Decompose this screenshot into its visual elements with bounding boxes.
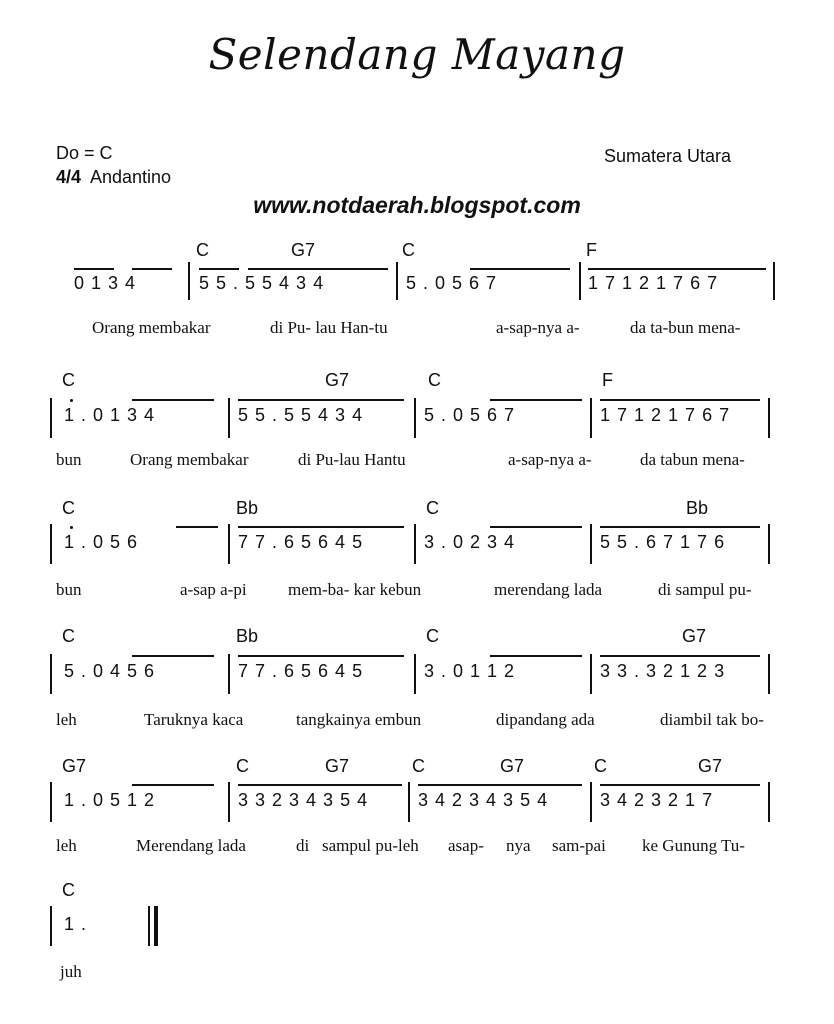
bar-line [50,398,52,438]
lyric-text: diambil tak bo- [660,710,764,729]
octave-dot [70,526,73,529]
chord-symbol: Bb [236,626,259,646]
measure-notes: 3 . 0 2 3 4 [424,532,516,552]
chord-symbol: G7 [682,626,707,646]
bar-line [396,262,398,300]
lyric-text: di sampul pu- [658,580,752,599]
measure-notes: 3 3 . 3 2 1 2 3 [600,661,726,681]
beam-line [132,399,214,401]
beam-line [238,526,404,528]
lyric-text: asap- [448,836,484,855]
bar-line [590,654,592,694]
chord-symbol: G7 [325,756,350,776]
bar-line [768,398,770,438]
bar-line [768,782,770,822]
measure-notes: 5 5 . 5 5 4 3 4 [199,273,325,293]
measure-notes: 1 . [64,914,88,934]
measure-notes: 5 5 . 6 7 1 7 6 [600,532,726,552]
beam-line [600,526,760,528]
lyric-text: bun [56,580,82,599]
lyric-text: Orang membakar [130,450,249,469]
lyric-text: di Pu-lau Hantu [298,450,406,469]
lyric-text: sam-pai [552,836,606,855]
chord-symbol: C [594,756,607,776]
beam-line [470,268,570,270]
measure-notes: 0 1 3 4 [74,273,137,293]
beam-line [588,268,766,270]
bar-line [228,654,230,694]
bar-line [414,524,416,564]
chord-symbol: Bb [686,498,709,518]
chord-symbol: F [602,370,613,390]
bar-line [768,654,770,694]
tempo-marking: Andantino [90,167,172,187]
lyric-text: Merendang lada [136,836,246,855]
chord-symbol: C [62,880,75,900]
lyric-text: mem-ba- kar kebun [288,580,422,599]
chord-symbol: C [236,756,249,776]
chord-symbol: C [62,370,75,390]
octave-dot [70,399,73,402]
beam-line [490,399,582,401]
lyric-text: nya [506,836,531,855]
lyric-text: di Pu- lau Han-tu [270,318,388,337]
lyric-text: bun [56,450,82,469]
lyric-text: leh [56,836,77,855]
measure-notes: 5 . 0 5 6 7 [424,405,516,425]
chord-symbol: C [62,498,75,518]
bar-line [414,654,416,694]
song-title: Selendang Mayang [208,30,626,79]
chord-symbol: C [426,498,439,518]
lyric-text: di [296,836,310,855]
lyric-text: juh [60,962,82,981]
lyric-text: leh [56,710,77,729]
chord-symbol: C [196,240,209,260]
chord-symbol: Bb [236,498,259,518]
measure-notes: 1 . 0 1 3 4 [64,405,156,425]
bar-line [579,262,581,300]
bar-line [50,906,52,946]
chord-symbol: G7 [62,756,87,776]
lyric-text: Orang membakar [92,318,211,337]
bar-line [590,782,592,822]
chord-symbol: G7 [325,370,350,390]
beam-line [238,784,402,786]
chord-symbol: C [428,370,441,390]
measure-notes: 1 . 0 5 1 2 [64,790,156,810]
beam-line [132,268,172,270]
measure-notes: 3 3 2 3 4 3 5 4 [238,790,369,810]
chord-symbol: G7 [291,240,316,260]
beam-line [600,655,760,657]
measure-notes: 1 7 1 2 1 7 6 7 [588,273,719,293]
chord-symbol: G7 [500,756,525,776]
beam-line [490,655,582,657]
beam-line [248,268,388,270]
measure-notes: 1 7 1 2 1 7 6 7 [600,405,731,425]
lyric-text: tangkainya embun [296,710,422,729]
bar-line [414,398,416,438]
lyric-text: merendang lada [494,580,603,599]
bar-line [773,262,775,300]
lyric-text: a-sap-nya a- [496,318,580,337]
website-url[interactable]: www.notdaerah.blogspot.com [253,192,581,218]
measure-notes: 5 . 0 4 5 6 [64,661,156,681]
beam-line [132,784,214,786]
measure-notes: 5 5 . 5 5 4 3 4 [238,405,364,425]
bar-line [50,782,52,822]
bar-line [228,524,230,564]
bar-line [228,398,230,438]
lyric-text: da ta-bun mena- [630,318,741,337]
lyric-text: dipandang ada [496,710,595,729]
lyric-text: Taruknya kaca [144,710,244,729]
bar-line [408,782,410,822]
chord-symbol: F [586,240,597,260]
beam-line [418,784,582,786]
beam-line [238,399,404,401]
bar-line [50,524,52,564]
final-bar-thick [154,906,158,946]
measure-notes: 7 7 . 6 5 6 4 5 [238,532,364,552]
beam-line [132,655,214,657]
measure-notes: 3 4 2 3 2 1 7 [600,790,714,810]
chord-symbol: C [402,240,415,260]
measure-notes: 3 . 0 1 1 2 [424,661,516,681]
lyric-text: a-sap-nya a- [508,450,592,469]
final-bar-thin [148,906,150,946]
measure-notes: 5 . 0 5 6 7 [406,273,498,293]
lyric-text: ke Gunung Tu- [642,836,745,855]
beam-line [490,526,582,528]
beam-line [74,268,114,270]
lyric-text: sampul pu-leh [322,836,419,855]
lyric-text: a-sap a-pi [180,580,247,599]
chord-symbol: C [412,756,425,776]
song-origin: Sumatera Utara [604,146,732,166]
chord-symbol: C [62,626,75,646]
measure-notes: 1 . 0 5 6 [64,532,139,552]
key-signature: Do = C [56,143,113,163]
time-signature: 4/4 [56,167,82,187]
measure-notes: 7 7 . 6 5 6 4 5 [238,661,364,681]
chord-symbol: G7 [698,756,723,776]
lyric-text: da tabun mena- [640,450,745,469]
bar-line [590,398,592,438]
bar-line [590,524,592,564]
measure-notes: 3 4 2 3 4 3 5 4 [418,790,549,810]
beam-line [600,399,760,401]
bar-line [768,524,770,564]
bar-line [228,782,230,822]
bar-line [50,654,52,694]
bar-line [188,262,190,300]
chord-symbol: C [426,626,439,646]
beam-line [238,655,404,657]
beam-line [176,526,218,528]
beam-line [600,784,760,786]
beam-line [199,268,239,270]
